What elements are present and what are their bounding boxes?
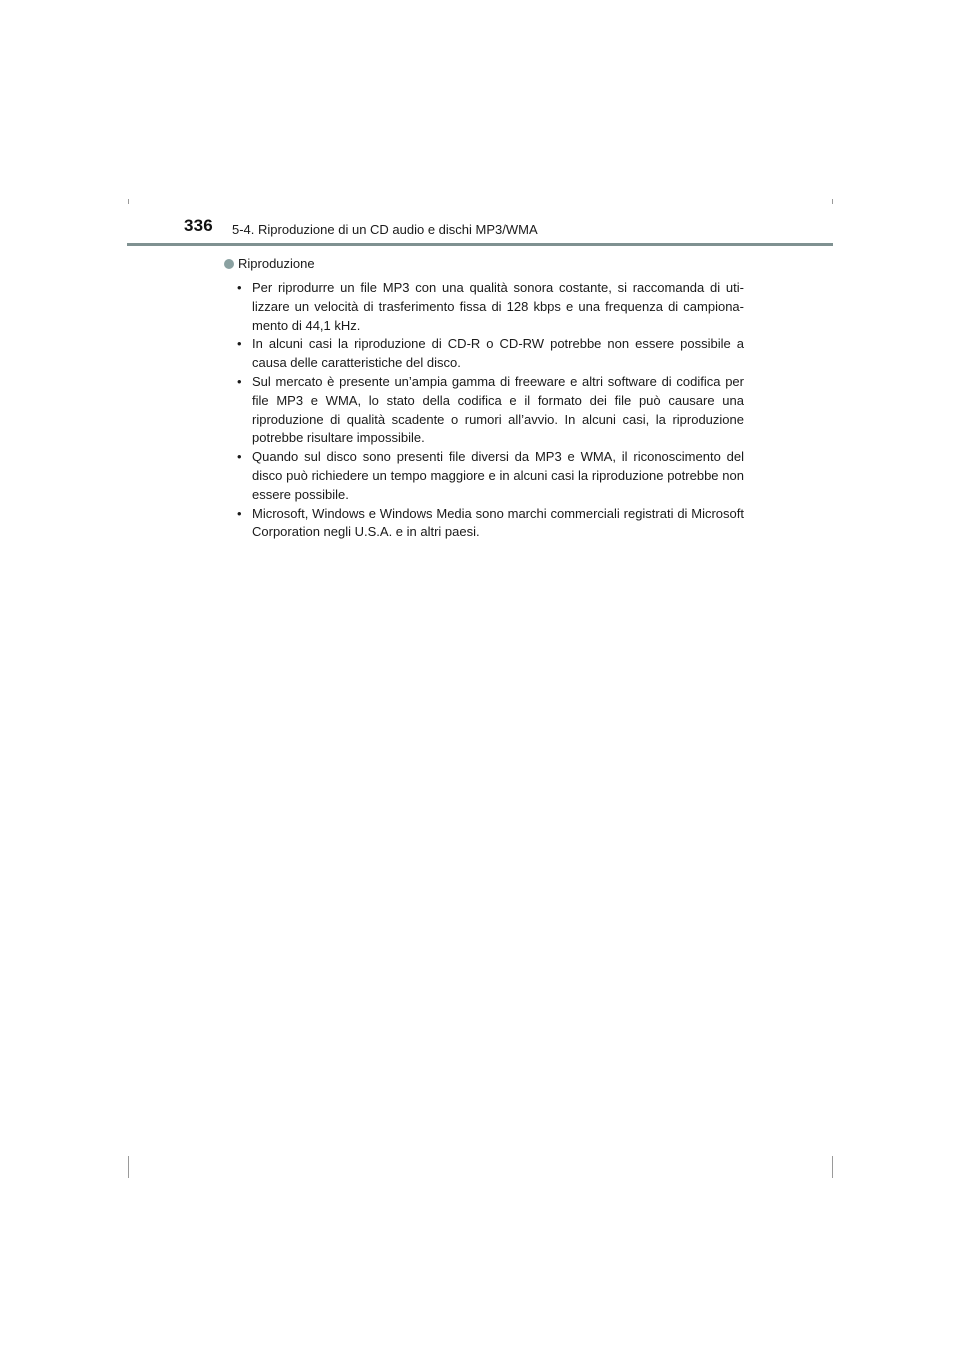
list-marker: • [237, 280, 242, 295]
list-item-text: Sul mercato è presente un’ampia gamma di freeware e altri software di codifica per file MP3 e WMA, lo stato della codifica e il formato dei file può causare una riproduzione di qualità scadente o rumori all’avvio. In alcuni casi, la riproduzione potrebbe risultare impossibile. [252, 373, 744, 446]
list-marker: • [237, 373, 242, 389]
circle-bullet-icon [224, 259, 234, 269]
list-marker: • [237, 336, 242, 352]
page-number: 336 [184, 216, 213, 235]
list-item [224, 335, 744, 373]
list-marker: • [237, 505, 242, 521]
list-item-text: Quando sul disco sono presenti file diversi da MP3 e WMA, il riconoscimento del disco può richiedere un tempo maggiore e in alcuni casi la riproduzione potrebbe non essere possibile. [252, 449, 744, 502]
crop-mark-bottom-right [832, 1156, 833, 1178]
list-item-text: Microsoft, Windows e Windows Media sono marchi commerciali registrati di Microsoft Corporation negli U.S.A. e in altri paesi. [252, 505, 744, 540]
list-item-text: Per riprodurre un file MP3 con una qualità sonora costante, si raccomanda di uti-lizzare un velocità di trasferimento fissa di 128 kbps e una frequenza di campiona-mento di 44,1 kHz. [252, 280, 744, 333]
page-content [224, 255, 744, 542]
list-item [224, 448, 744, 504]
subheading [224, 255, 744, 273]
crop-mark-top-right [832, 199, 833, 204]
header-rule [127, 243, 833, 246]
list-item [224, 505, 744, 543]
list-item-text: In alcuni casi la riproduzione di CD-R o CD-RW potrebbe non essere possibile a causa delle caratteristiche del disco. [252, 336, 744, 371]
list-item [224, 373, 744, 448]
crop-mark-bottom-left [128, 1156, 129, 1178]
list-marker: • [237, 449, 242, 465]
crop-mark-top-left [128, 199, 129, 204]
section-title: 5-4. Riproduzione di un CD audio e dischi MP3/WMA [232, 222, 538, 237]
subheading-text: Riproduzione [238, 256, 315, 271]
notes-list [224, 279, 744, 542]
list-item [224, 279, 744, 335]
